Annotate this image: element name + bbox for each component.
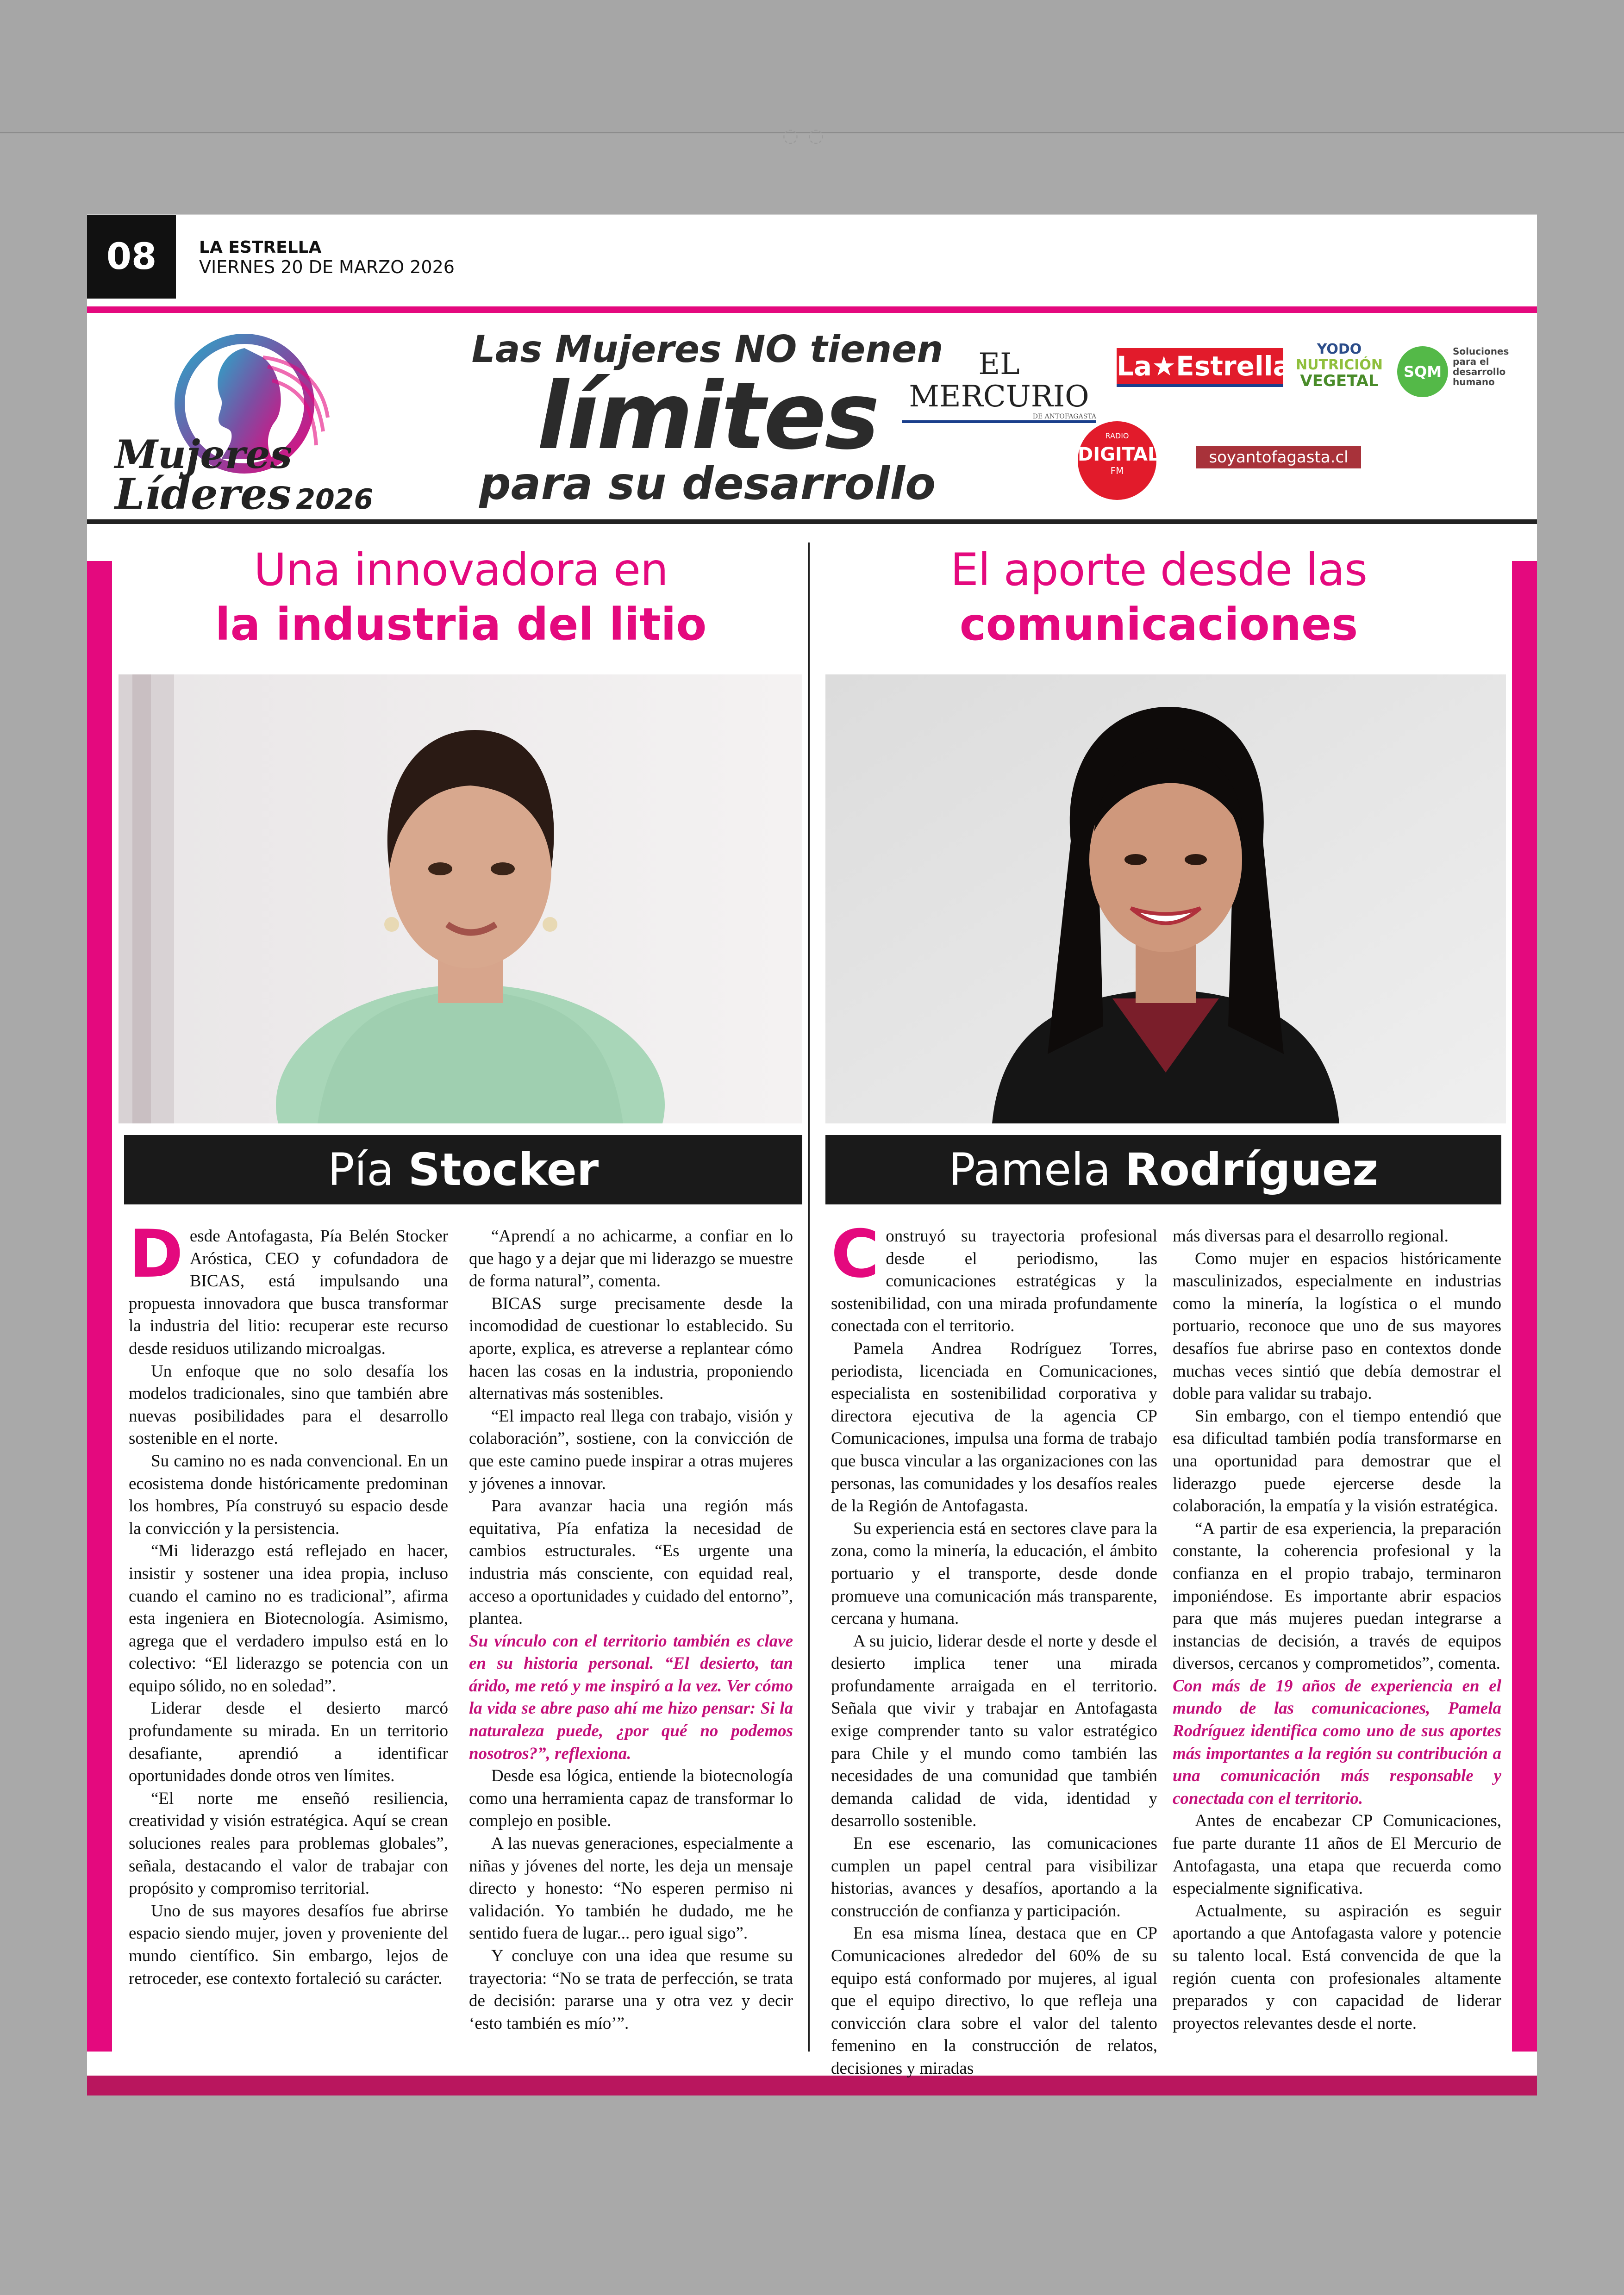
sponsor-yodo: YODO NUTRICIÓN VEGETAL	[1296, 341, 1383, 390]
right-col1-para-0: Construyó su trayectoria profesional desde el periodismo, las comunicaciones estratégicas y la sostenibilidad, con una mirada profundamente conectada con el territorio.	[831, 1216, 1157, 1336]
right-col2-highlight: Con más de 19 años de experiencia en el mundo de las comunicaciones, Pamela Rodríguez identifica como uno de sus aportes más importantes a la región su contribución a una comunicación más responsable y conectada con el territorio.	[1173, 1676, 1501, 1808]
left-col1-para-2: Su camino no es nada convencional. En un ecosistema donde históricamente predominan los hombres, Pía construyó su espacio desde la convicción y la persistencia.	[129, 1451, 448, 1538]
mujeres-lideres-logo	[106, 330, 430, 519]
left-col1-para-4: Liderar desde el desierto marcó profundamente su mirada. En un territorio desafiante, aprendió a identificar oportunidades donde otros ven límites.	[129, 1699, 448, 1786]
dropcap-c: C	[831, 1216, 880, 1292]
right-col1-para-5: En esa misma línea, destaca que en CP Comunicaciones alrededor del 60% de su equipo está conformado por mujeres, al igual que el equipo directivo, lo que refleja una convicción clara sobre el valor del talento femenino en la construcción de relatos, decisiones y miradas	[831, 1924, 1157, 2078]
left-article-column-2	[469, 1225, 793, 2035]
right-article-namebar: Pamela Rodríguez	[825, 1135, 1501, 1204]
dropcap-d: D	[129, 1216, 183, 1292]
right-col1-para-2: Su experiencia está en sectores clave para la zona, como la minería, la educación, el ámbito portuario y el transporte, desde donde promueve una comunicación más transparente, cercana y humana.	[831, 1519, 1157, 1628]
left-accent-bar	[87, 561, 112, 2052]
slogan-line-2: límites	[537, 362, 878, 470]
publication-date: VIERNES 20 DE MARZO 2026	[199, 257, 455, 277]
sponsor-sqm-tagline: Soluciones para el desarrollo humano	[1453, 346, 1509, 387]
banner-rule	[87, 519, 1537, 524]
left-article-photo	[119, 674, 802, 1123]
viewer-page-dots[interactable]: ◌◌	[782, 125, 833, 146]
newspaper-page	[87, 214, 1537, 2095]
left-col1-para-6: Uno de sus mayores desafíos fue abrirse espacio siendo mujer, joven y proveniente del mundo científico. Sin embargo, lejos de retroceder, ese contexto fortaleció su carácter.	[129, 1901, 448, 1988]
viewer-toolbar	[0, 0, 1624, 133]
right-article-headline: El aporte desde las comunicaciones	[950, 544, 1368, 650]
logo-text-mujeres: Mujeres	[115, 431, 292, 477]
sponsor-radio-digital: RADIO DIGITAL FM	[1078, 421, 1156, 500]
logo-year: 2026	[296, 483, 374, 516]
portrait-woman-green-dress	[119, 674, 802, 1123]
right-col2-para-1: Como mujer en espacios históricamente masculinizados, especialmente en industrias como la minería, la logística o el mundo portuario, reconoce que uno de sus mayores desafíos fue abrirse paso en contextos donde muchas veces sintió que debía demostrar el doble para validar su trabajo.	[1173, 1249, 1501, 1403]
right-col1-para-1: Pamela Andrea Rodríguez Torres, periodista, licenciada en Comunicaciones, especialista en sostenibilidad corporativa y directora ejecutiva de la agencia CP Comunicaciones, impulsa una forma de trabajo que busca vincular a las organizaciones con las personas, las comunidades y los desafíos reales de la Región de Antofagasta.	[831, 1339, 1157, 1516]
footer-accent-bar	[87, 2076, 1537, 2095]
publication-name: LA ESTRELLA	[199, 238, 322, 257]
left-col1-para-0: Desde Antofagasta, Pía Belén Stocker Aróstica, CEO y cofundadora de BICAS, está impulsando una propuesta innovadora que busca transformar la industria del litio: recuperar este recurso desde residuos utilizando microalgas.	[129, 1216, 448, 1358]
right-article-column-2	[1173, 1225, 1501, 2035]
page-header	[87, 214, 1537, 299]
left-col2-para-2: “El impacto real llega con trabajo, visión y colaboración”, sostiene, con la convicción de que este camino puede inspirar a otras mujeres y jóvenes a innovar.	[469, 1406, 793, 1493]
page-number: 08	[87, 215, 176, 299]
left-col2-para-3: Para avanzar hacia una región más equitativa, Pía enfatiza la necesidad de cambios estructurales. “Es urgente una industria más consciente, con equidad real, acceso a oportunidades y cuidado del entorno”, plantea.	[469, 1497, 793, 1628]
left-col2-para-5: A las nuevas generaciones, especialmente a niñas y jóvenes del norte, les deja un mensaje directo y honesto: “No esperen permiso ni validación. Yo también he dudado, me he sentido fuera de lugar... pero igual sigo”.	[469, 1834, 793, 1943]
left-col2-highlight: Su vínculo con el territorio también es clave en su historia personal. “El desierto, tan árido, me retó y me inspiró a la vez. Ver cómo la vida se abre paso ahí me hizo pensar: Si la naturaleza puede, ¿por qué no podemos nosotros?”, reflexiona.	[469, 1631, 793, 1763]
left-col1-para-1: Un enfoque que no solo desafía los modelos tradicionales, sino que también abre nuevas posibilidades para el desarrollo sostenible en el norte.	[129, 1361, 448, 1448]
section-banner	[87, 316, 1537, 519]
right-article-column-1	[831, 1216, 1157, 2080]
right-col1-para-4: En ese escenario, las comunicaciones cumplen un papel central para visibilizar historias, avances y desafíos, aportando a la construcción de confianza y participación.	[831, 1834, 1157, 1921]
right-col2-para-0: más diversas para el desarrollo regional.	[1173, 1227, 1449, 1246]
logo-text-lideres: Líderes 2026	[115, 469, 374, 519]
left-article-namebar: Pía Stocker	[124, 1135, 802, 1204]
right-col2-para-4: Antes de encabezar CP Comunicaciones, fue parte durante 11 años de El Mercurio de Antofagasta, una etapa que recuerda como especialmente significativa.	[1173, 1811, 1501, 1898]
slogan-line-3: para su desarrollo	[479, 458, 936, 510]
left-col2-para-6: Y concluye con una idea que resume su trayectoria: “No se trata de perfección, se trata de decisión: pararse una y otra vez y decir ‘esto también es mío’”.	[469, 1946, 793, 2033]
right-col2-para-2: Sin embargo, con el tiempo entendió que esa dificultad también podía transformarse en una oportunidad para demostrar que el liderazgo puede ejercerse desde la colaboración, la empatía y la visión estratégica.	[1173, 1406, 1501, 1516]
column-divider	[808, 543, 810, 2052]
right-accent-bar	[1512, 561, 1537, 2052]
right-col2-para-3: “A partir de esa experiencia, la preparación constante, la coherencia profesional y la confianza en el propio trabajo, terminaron imponiéndose. Es importante abrir espacios para que más mujeres puedan integrarse a instancias de decisión, a través de equipos diversos, cercanos y comprometidos”, comenta.	[1173, 1519, 1501, 1673]
accent-rule	[87, 306, 1537, 313]
left-col2-para-1: BICAS surge precisamente desde la incomodidad de cuestionar lo establecido. Su aporte, explica, es atreverse a replantear cómo hacen las cosas en la industria, proponiendo alternativas más sostenibles.	[469, 1294, 793, 1403]
sponsor-el-mercurio: EL MERCURIO DE ANTOFAGASTA	[902, 348, 1096, 423]
left-article-column-1	[129, 1216, 448, 1990]
sponsor-sqm: SQM	[1397, 346, 1448, 397]
right-article-photo	[825, 674, 1506, 1123]
portrait-woman-black-blazer	[825, 674, 1506, 1123]
right-col2-para-5: Actualmente, su aspiración es seguir aportando a que Antofagasta valore y potencie su talento local. Está convencida de que la región cuenta con profesionales altamente preparados y con capacidad de liderar proyectos relevantes desde el norte.	[1173, 1901, 1501, 2033]
slogan-line-1: Las Mujeres NO tienen	[471, 328, 943, 371]
left-col1-para-3: “Mi liderazgo está reflejado en hacer, insistir y sostener una idea propia, incluso cuando el camino no es tradicional”, afirma esta ingeniera en Biotecnología. Asimismo, agrega que el verdadero impulso está en lo colectivo: “El liderazgo se potencia con un equipo sólido, no en soledad”.	[129, 1541, 448, 1696]
right-col1-para-3: A su juicio, liderar desde el norte y desde el desierto implica tener una mirada profundamente arraigada en el territorio. Señala que vivir y trabajar en Antofagasta exige comprender tanto su valor estratégico para Chile y el mundo como también las necesidades de una comunidad que también demanda calidad de vida, identidad y desarrollo sostenible.	[831, 1631, 1157, 1831]
publication-info	[199, 238, 455, 277]
left-col2-para-0: “Aprendí a no achicarme, a confiar en lo que hago y a dejar que mi liderazgo se muestre de forma natural”, comenta.	[469, 1227, 793, 1291]
left-col1-para-5: “El norte me enseñó resiliencia, creatividad y visión estratégica. Aquí se crean soluciones reales para problemas globales”, señala, destacando el valor de trabajar con propósito y compromiso territorial.	[129, 1789, 448, 1898]
left-article-headline: Una innovadora en la industria del litio	[215, 544, 707, 650]
sponsor-soyantofagasta: soyantofagasta.cl	[1196, 446, 1361, 468]
sponsor-la-estrella: La★Estrella	[1117, 348, 1283, 387]
left-col2-para-4: Desde esa lógica, entiende la biotecnología como una herramienta capaz de transformar lo complejo en posible.	[469, 1766, 793, 1831]
